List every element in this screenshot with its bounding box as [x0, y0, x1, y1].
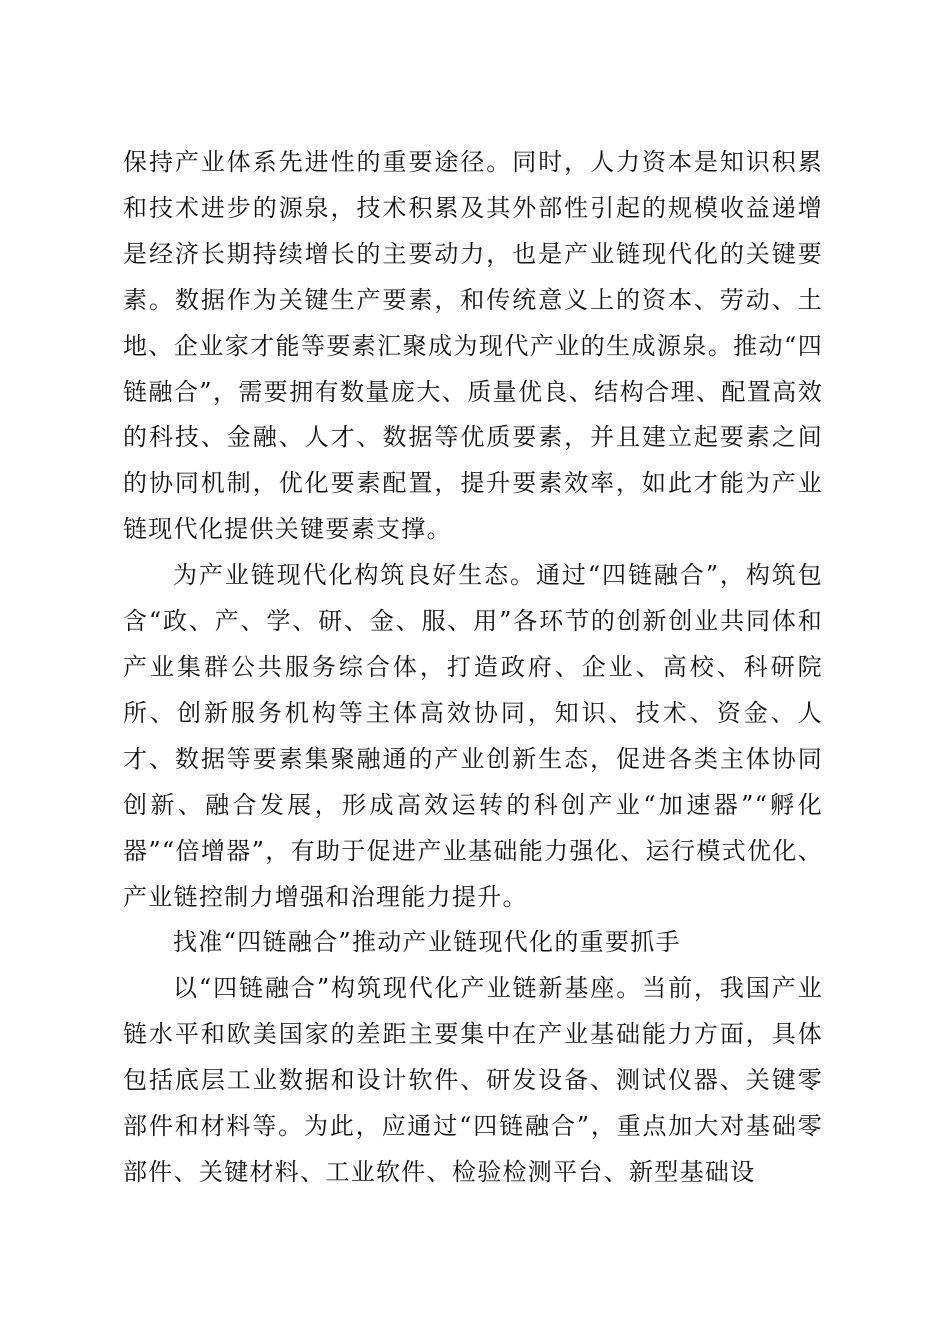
paragraph-foundation: 以“四链融合”构筑现代化产业链新基座。当前，我国产业链水平和欧美国家的差距主要集中在产业基础能力方面，具体包括底层工业数据和设计软件、研发设备、测试仪器、关键零部件和材料等。为此，应通过“四链融合”，重点加大对基础零部件、关键材料、工业软件、检验检测平台、新型基础设 — [123, 974, 823, 1186]
document-body — [123, 140, 823, 1196]
paragraph-ecosystem: 为产业链现代化构筑良好生态。通过“四链融合”，构筑包含“政、产、学、研、金、服、用”各环节的创新创业共同体和产业集群公共服务综合体，打造政府、企业、高校、科研院所、创新服务机构等主体高效协同，知识、技术、资金、人才、数据等要素集聚融通的产业创新生态，促进各类主体协同创新、融合发展，形成高效运转的科创产业“加速器”“孵化器”“倍增器”，有助于促进产业基础能力强化、运行模式优化、产业链控制力增强和治理能力提升。 — [123, 561, 823, 911]
paragraph-continued: 保持产业体系先进性的重要途径。同时，人力资本是知识积累和技术进步的源泉，技术积累及其外部性引起的规模收益递增是经济长期持续增长的主要动力，也是产业链现代化的关键要素。数据作为关键生产要素，和传统意义上的资本、劳动、土地、企业家才能等要素汇聚成为现代产业的生成源泉。推动“四链融合”，需要拥有数量庞大、质量优良、结构合理、配置高效的科技、金融、人才、数据等优质要素，并且建立起要素之间的协同机制，优化要素配置，提升要素效率，如此才能为产业链现代化提供关键要素支撑。 — [123, 148, 823, 544]
section-heading: 找准“四链融合”推动产业链现代化的重要抓手 — [173, 928, 681, 957]
